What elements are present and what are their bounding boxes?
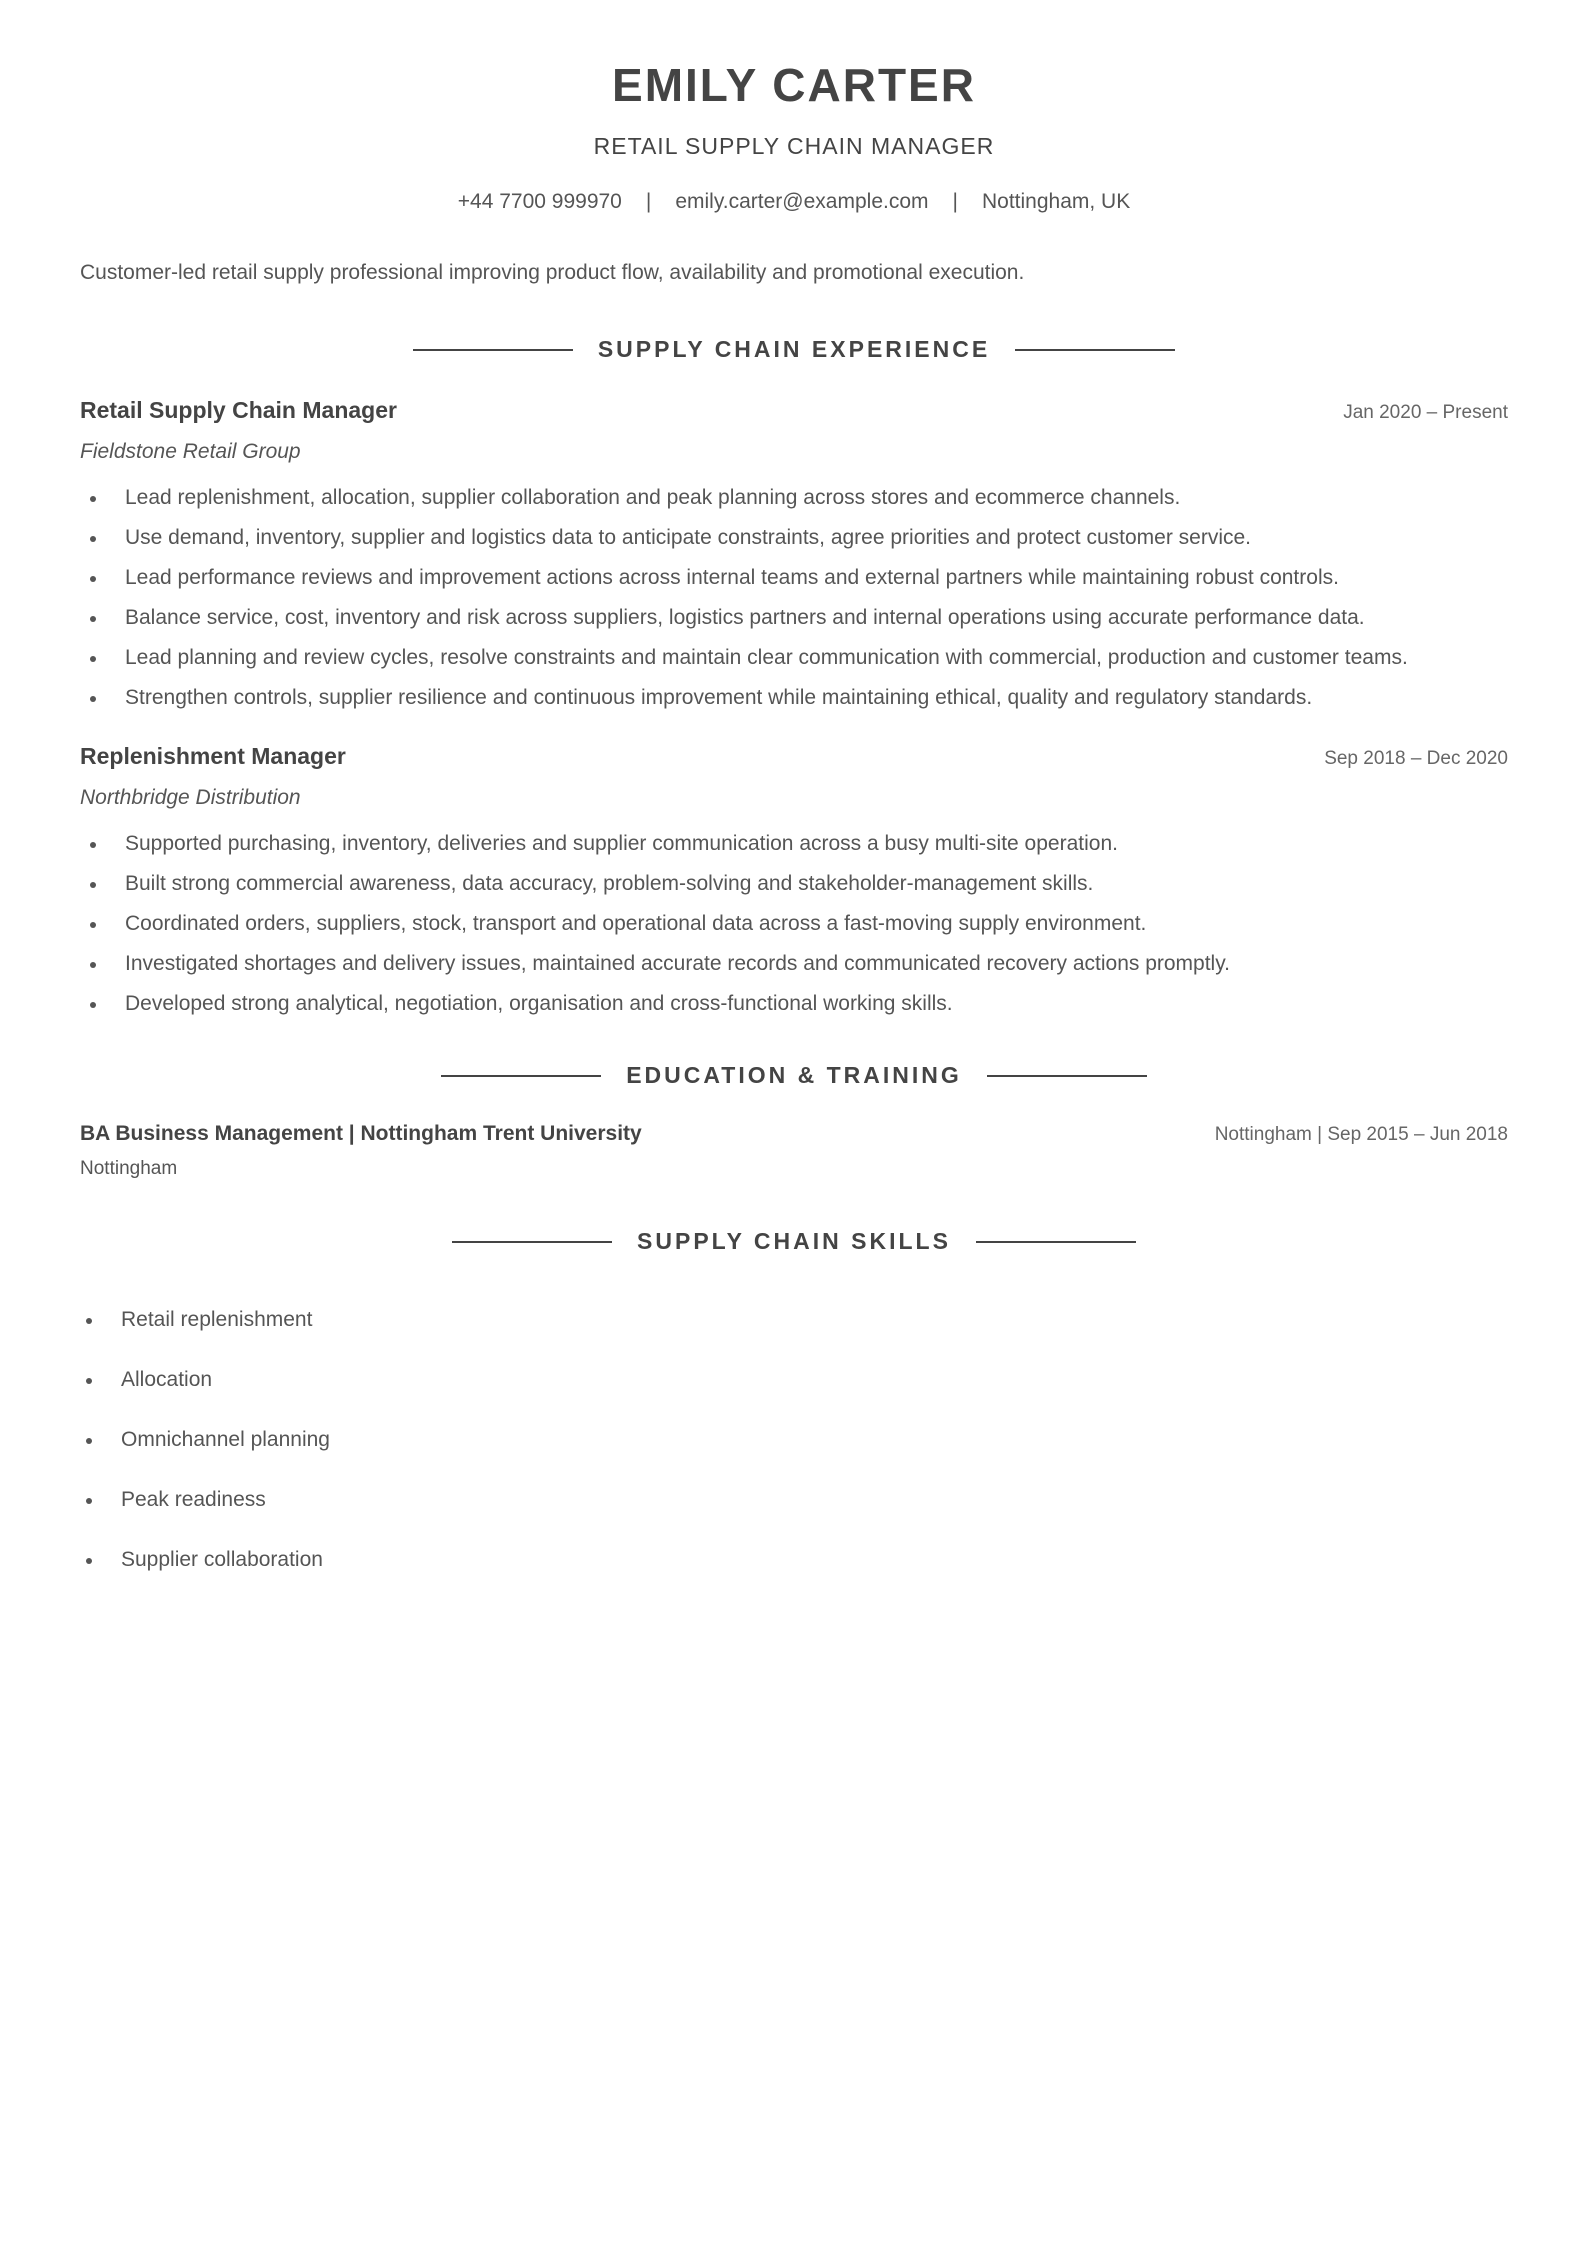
job-company: Northbridge Distribution xyxy=(80,786,301,809)
contact-separator: | xyxy=(645,190,652,213)
section-heading-skills xyxy=(0,1228,1588,1255)
skills-list xyxy=(80,1290,330,1590)
job-bullet: Investigated shortages and delivery issues, maintained accurate records and communicated recovery actions promptly. xyxy=(80,944,1508,984)
skill-item: Allocation xyxy=(80,1350,330,1410)
heading-rule-right xyxy=(976,1241,1136,1243)
job-bullet: Developed strong analytical, negotiation, organisation and cross-functional working skills. xyxy=(80,984,1508,1024)
contact-line xyxy=(0,190,1588,214)
candidate-name: EMILY CARTER xyxy=(612,59,976,111)
contact-email: emily.carter@example.com xyxy=(675,190,929,213)
contact-separator: | xyxy=(952,190,958,213)
education-location: Nottingham xyxy=(80,1158,178,1179)
job-bullet: Lead planning and review cycles, resolve constraints and maintain clear communication with commercial, production and customer teams. xyxy=(80,638,1508,678)
job-bullet: Coordinated orders, suppliers, stock, transport and operational data across a fast-moving supply environment. xyxy=(80,904,1508,944)
education-entry xyxy=(80,1122,1508,1180)
job-bullet: Supported purchasing, inventory, deliveries and supplier communication across a busy multi-site operation. xyxy=(80,824,1508,864)
education-meta: Nottingham | Sep 2015 – Jun 2018 xyxy=(1214,1124,1508,1145)
job-bullet: Lead performance reviews and improvement actions across internal teams and external partners while maintaining robust controls. xyxy=(80,558,1508,598)
heading-rule-left xyxy=(441,1075,601,1077)
skill-item: Supplier collaboration xyxy=(80,1530,330,1590)
education-title: BA Business Management | Nottingham Trent University xyxy=(80,1122,642,1145)
job-entry xyxy=(80,397,1508,718)
heading-rule-right xyxy=(987,1075,1147,1077)
section-title: EDUCATION & TRAINING xyxy=(626,1062,962,1088)
job-bullet: Lead replenishment, allocation, supplier collaboration and peak planning across stores and ecommerce channels. xyxy=(80,478,1508,518)
skill-item: Peak readiness xyxy=(80,1470,330,1530)
section-heading-experience xyxy=(0,336,1588,363)
contact-phone: +44 7700 999970 xyxy=(457,190,622,213)
skill-item: Omnichannel planning xyxy=(80,1410,330,1470)
job-entry xyxy=(80,743,1508,1024)
job-dates: Jan 2020 – Present xyxy=(1343,402,1508,423)
job-bullet: Balance service, cost, inventory and risk across suppliers, logistics partners and internal operations using accurate performance data. xyxy=(80,598,1508,638)
job-title: Replenishment Manager xyxy=(80,743,346,769)
profile-summary: Customer-led retail supply professional improving product flow, availability and promotional execution. xyxy=(80,261,1025,284)
job-bullet: Strengthen controls, supplier resilience and continuous improvement while maintaining ethical, quality and regulatory standards. xyxy=(80,678,1508,718)
job-title: Retail Supply Chain Manager xyxy=(80,397,397,423)
job-bullet: Use demand, inventory, supplier and logistics data to anticipate constraints, agree priorities and protect customer service. xyxy=(80,518,1508,558)
candidate-role: RETAIL SUPPLY CHAIN MANAGER xyxy=(593,133,995,159)
job-company: Fieldstone Retail Group xyxy=(80,440,301,463)
heading-rule-left xyxy=(413,349,573,351)
skill-item: Retail replenishment xyxy=(80,1290,330,1350)
contact-location: Nottingham, UK xyxy=(981,190,1131,213)
job-bullet: Built strong commercial awareness, data accuracy, problem-solving and stakeholder-management skills. xyxy=(80,864,1508,904)
section-heading-education xyxy=(0,1062,1588,1089)
section-title: SUPPLY CHAIN SKILLS xyxy=(637,1228,951,1254)
heading-rule-right xyxy=(1015,349,1175,351)
job-dates: Sep 2018 – Dec 2020 xyxy=(1324,748,1508,769)
job-bullet-list xyxy=(80,824,1508,1024)
heading-rule-left xyxy=(452,1241,612,1243)
section-title: SUPPLY CHAIN EXPERIENCE xyxy=(597,336,991,362)
job-bullet-list xyxy=(80,478,1508,718)
